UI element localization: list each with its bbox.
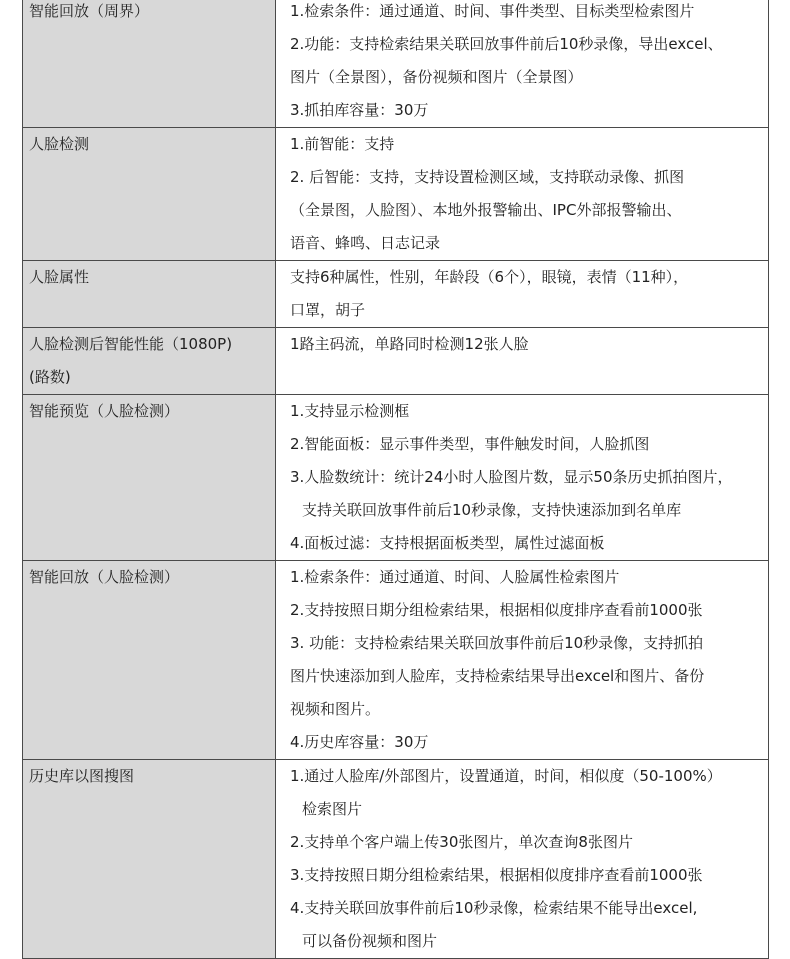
spec-line: 支持关联回放事件前后10秒录像，支持快速添加到名单库	[302, 501, 682, 519]
spec-line: 可以备份视频和图片	[302, 932, 438, 950]
table-row	[23, 328, 769, 395]
row-label: 人脸检测后智能性能（1080P)	[29, 335, 233, 353]
spec-line: 2.功能：支持检索结果关联回放事件前后10秒录像，导出excel、	[290, 35, 723, 53]
spec-line: 1路主码流，单路同时检测12张人脸	[290, 335, 529, 353]
table-row	[23, 561, 769, 760]
spec-line: 3.抓拍库容量：30万	[290, 101, 429, 119]
spec-line: 3. 功能：支持检索结果关联回放事件前后10秒录像，支持抓拍	[290, 634, 704, 652]
row-label-cell	[23, 760, 276, 959]
table-row	[23, 0, 769, 128]
spec-line: 图片快速添加到人脸库，支持检索结果导出excel和图片、备份	[290, 667, 705, 685]
row-content-cell	[276, 261, 769, 328]
spec-line: 图片（全景图），备份视频和图片（全景图）	[290, 68, 583, 86]
row-label-cell	[23, 261, 276, 328]
row-label-cell	[23, 561, 276, 760]
spec-line: 4.支持关联回放事件前后10秒录像，检索结果不能导出excel,	[290, 899, 698, 917]
spec-line: 2.智能面板：显示事件类型，事件触发时间，人脸抓图	[290, 435, 650, 453]
table-row	[23, 128, 769, 261]
spec-line: 2.支持按照日期分组检索结果，根据相似度排序查看前1000张	[290, 601, 703, 619]
row-label: 历史库以图搜图	[29, 767, 135, 785]
spec-line: 1.前智能：支持	[290, 135, 395, 153]
spec-line: 支持6种属性，性别，年龄段（6个），眼镜，表情（11种），	[290, 268, 689, 286]
spec-line: 3.支持按照日期分组检索结果，根据相似度排序查看前1000张	[290, 866, 703, 884]
row-label: 智能预览（人脸检测）	[29, 402, 180, 420]
spec-line: 2. 后智能：支持，支持设置检测区域，支持联动录像、抓图	[290, 168, 685, 186]
row-content-cell	[276, 760, 769, 959]
row-label: 人脸检测	[29, 135, 90, 153]
row-content-cell	[276, 328, 769, 395]
row-label-cell	[23, 395, 276, 561]
table-row	[23, 760, 769, 959]
spec-table	[22, 0, 769, 959]
row-content-cell	[276, 561, 769, 760]
spec-line: 3.人脸数统计：统计24小时人脸图片数，显示50条历史抓拍图片，	[290, 468, 733, 486]
spec-line: 1.检索条件：通过通道、时间、人脸属性检索图片	[290, 568, 620, 586]
row-content-cell	[276, 0, 769, 128]
row-label-cell	[23, 128, 276, 261]
row-label-cell	[23, 0, 276, 128]
row-label: (路数)	[29, 368, 71, 386]
spec-line: 2.支持单个客户端上传30张图片，单次查询8张图片	[290, 833, 633, 851]
spec-line: 1.通过人脸库/外部图片，设置通道，时间，相似度（50-100%）	[290, 767, 722, 785]
spec-line: 检索图片	[302, 800, 363, 818]
row-label: 人脸属性	[29, 268, 90, 286]
row-label-cell	[23, 328, 276, 395]
spec-line: 1.检索条件：通过通道、时间、事件类型、目标类型检索图片	[290, 2, 695, 20]
spec-line: 语音、蜂鸣、日志记录	[290, 234, 441, 252]
row-label: 智能回放（周界）	[29, 2, 150, 20]
spec-line: 4.历史库容量：30万	[290, 733, 429, 751]
row-content-cell	[276, 395, 769, 561]
spec-line: 口罩，胡子	[290, 301, 366, 319]
row-content-cell	[276, 128, 769, 261]
row-label: 智能回放（人脸检测）	[29, 568, 180, 586]
spec-line: 4.面板过滤：支持根据面板类型，属性过滤面板	[290, 534, 605, 552]
table-row	[23, 395, 769, 561]
spec-table-body	[23, 0, 769, 959]
table-row	[23, 261, 769, 328]
spec-line: （全景图，人脸图）、本地外报警输出、IPC外部报警输出、	[290, 201, 682, 219]
spec-line: 1.支持显示检测框	[290, 402, 410, 420]
spec-line: 视频和图片。	[290, 700, 381, 718]
